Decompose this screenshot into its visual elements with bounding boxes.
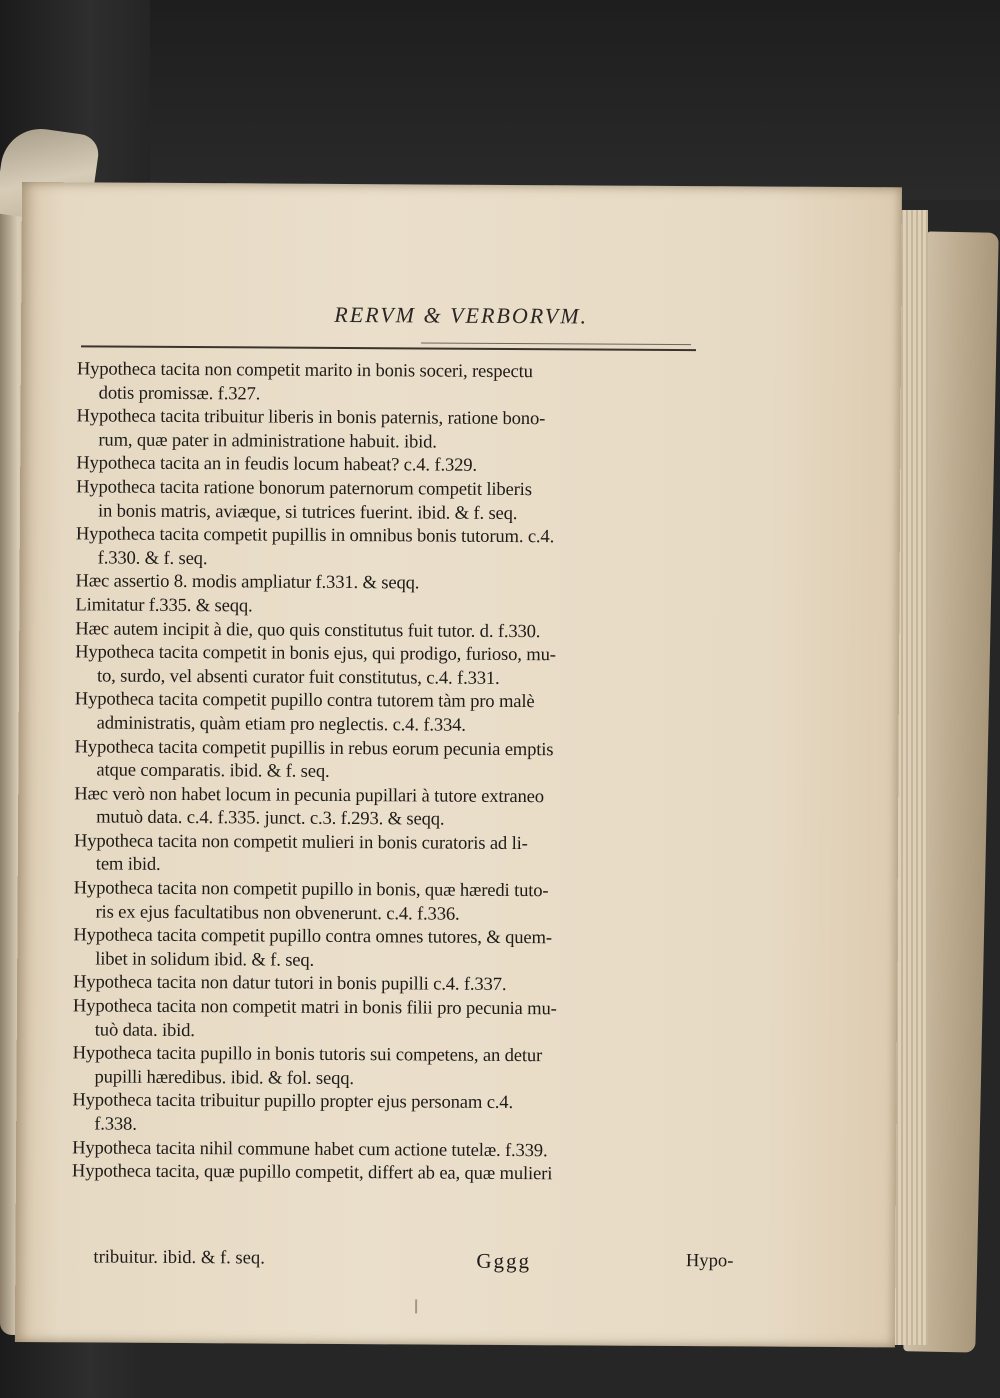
index-line: Hypotheca tacita an in feudis locum habeat? c.4. f.329. bbox=[76, 452, 478, 477]
index-line: Hypotheca tacita non competit matri in bonis filii pro pecunia mu- bbox=[72, 995, 557, 1020]
catchword: Hypo- bbox=[685, 1250, 734, 1272]
index-line: f.338. bbox=[94, 1113, 137, 1135]
index-line: tem ibid. bbox=[95, 853, 161, 876]
background-top bbox=[150, 0, 1000, 200]
index-line: in bonis matris, aviæque, si tutrices fuerint. ibid. & f. seq. bbox=[97, 500, 518, 524]
index-line: Hæc autem incipit à die, quo quis constitutus fuit tutor. d. f.330. bbox=[75, 617, 541, 642]
index-line: Hypotheca tacita non datur tutori in bonis pupilli c.4. f.337. bbox=[73, 971, 507, 996]
index-line: Hypotheca tacita, quæ pupillo competit, differt ab ea, quæ mulieri bbox=[71, 1160, 553, 1185]
print-mark bbox=[415, 1299, 417, 1313]
index-line: Limitatur f.335. & seqq. bbox=[75, 594, 253, 617]
index-line: tuò data. ibid. bbox=[94, 1019, 195, 1041]
index-line: Hæc verò non habet locum in pecunia pupillari à tutore extraneo bbox=[74, 783, 545, 807]
index-line: Hypotheca tacita competit in bonis ejus, qui prodigo, furioso, mu- bbox=[75, 641, 556, 666]
footer-last-line: tribuitur. ibid. & f. seq. bbox=[93, 1246, 265, 1269]
index-line: Hypotheca tacita competit pupillis in omnibus bonis tutorum. c.4. bbox=[75, 523, 555, 548]
index-line: Hypotheca tacita pupillo in bonis tutoris sui competens, an detur bbox=[72, 1042, 543, 1067]
index-line: to, surdo, vel absenti curator fuit constitutus, c.4. f.331. bbox=[96, 665, 500, 689]
index-line: administratis, quàm etiam pro neglectis. c.4. f.334. bbox=[96, 712, 466, 736]
index-line: Hypotheca tacita tribuitur liberis in bonis paternis, ratione bono- bbox=[76, 405, 546, 430]
signature-mark: Gggg bbox=[476, 1248, 532, 1274]
index-entries bbox=[72, 357, 717, 1187]
index-line: Hypotheca tacita non competit mulieri in bonis curatoris ad li- bbox=[73, 830, 528, 854]
header-rule bbox=[81, 345, 696, 351]
index-line: Hypotheca tacita nihil commune habet cum actione tutelæ. f.339. bbox=[72, 1136, 548, 1161]
index-line: Hæc assertio 8. modis ampliatur f.331. & seqq. bbox=[75, 570, 420, 594]
running-title: RERVM & VERBORVM. bbox=[334, 301, 589, 329]
index-line: mutuò data. c.4. f.335. junct. c.3. f.293. & seqq. bbox=[96, 806, 445, 830]
index-line: Hypotheca tacita tribuitur pupillo propter ejus personam c.4. bbox=[72, 1089, 514, 1114]
header-rule-faint bbox=[421, 342, 691, 345]
page-footer bbox=[71, 1246, 734, 1274]
index-line: Hypotheca tacita non competit pupillo in bonis, quæ hæredi tuto- bbox=[73, 877, 549, 902]
index-line: atque comparatis. ibid. & f. seq. bbox=[96, 759, 330, 782]
index-line: f.330. & f. seq. bbox=[97, 547, 208, 569]
index-line: Hypotheca tacita competit pupillo contra tutorem tàm pro malè bbox=[74, 688, 535, 713]
index-line: Hypotheca tacita competit pupillis in rebus eorum pecunia emptis bbox=[74, 735, 554, 760]
index-line: ris ex ejus facultatibus non obvenerunt. c.4. f.336. bbox=[95, 901, 460, 925]
index-line: Hypotheca tacita non competit marito in bonis soceri, respectu bbox=[76, 358, 533, 383]
index-line: libet in solidum ibid. & f. seq. bbox=[95, 948, 315, 971]
index-line: pupilli hæredibus. ibid. & fol. seqq. bbox=[94, 1066, 355, 1089]
index-line: Hypotheca tacita competit pupillo contra omnes tutores, & quem- bbox=[73, 924, 552, 949]
book-page bbox=[15, 182, 902, 1347]
index-line: rum, quæ pater in administratione habuit. ibid. bbox=[98, 429, 437, 453]
index-line: dotis promissæ. f.327. bbox=[98, 382, 261, 405]
index-line: Hypotheca tacita ratione bonorum paternorum competit liberis bbox=[76, 476, 532, 501]
